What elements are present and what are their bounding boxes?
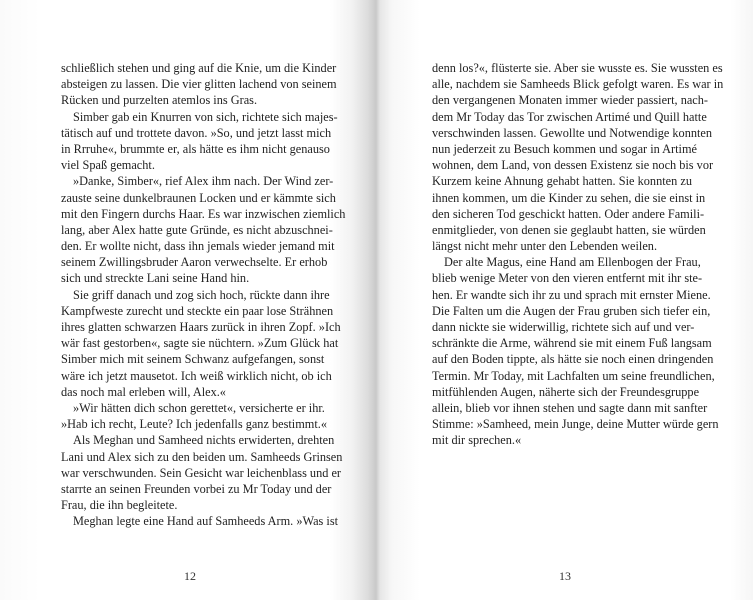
- text-line: denn los?«, flüsterte sie. Aber sie wusste es. Sie wussten es: [432, 61, 723, 75]
- text-line: absteigen zu lassen. Die vier glitten lachend von seinem: [61, 77, 337, 92]
- text-line: Stimme: »Samheed, mein Junge, deine Mutter würde gern: [432, 417, 719, 432]
- text-line: Frau, die ihn begleitete.: [61, 498, 178, 513]
- text-line: zauste seine dunkelbraunen Locken und er kämmte sich: [61, 190, 336, 205]
- text-line: das noch mal erleben will, Alex.«: [61, 384, 226, 399]
- text-line: viel Spaß gemacht.: [61, 158, 155, 173]
- text-line: verschwinden lassen. Gewollte und Notwendige konnten: [432, 125, 713, 140]
- text-line: seinem Zwillingsbruder Aaron verwechselte. Er erhob: [61, 255, 328, 270]
- text-line: sich und streckte Lani seine Hand hin.: [61, 271, 250, 286]
- left-page-text: [61, 60, 346, 529]
- text-line: Kurzem keine Ahnung gehabt hatten. Sie konnten zu: [432, 174, 692, 189]
- text-line: dem Mr Today das Tor zwischen Artimé und Quill hatte: [432, 109, 707, 124]
- text-line: mit dir sprechen.«: [432, 433, 522, 448]
- text-line: Die Falten um die Augen der Frau gruben sich tiefer ein,: [432, 303, 711, 318]
- text-line: wär fast gestorben«, sagte sie nüchtern. »Zum Glück hat: [61, 336, 339, 351]
- text-line: längst nicht mehr unter den Lebenden weilen.: [432, 239, 658, 254]
- text-line: in Rrruhe«, brummte er, als hätte es ihm nicht genauso: [61, 141, 330, 156]
- text-line: Lani und Alex sich zu den beiden um. Samheeds Grinsen: [61, 449, 343, 464]
- text-line: Der alte Magus, eine Hand am Ellenbogen der Frau,: [444, 255, 701, 270]
- right-page-number: 13: [559, 569, 571, 583]
- text-line: »Danke, Simber«, rief Alex ihm nach. Der Wind zer-: [73, 174, 334, 189]
- text-line: alle, nachdem sie Samheeds Blick gefolgt waren. Es war in: [432, 77, 724, 92]
- text-line: wohnen, dem Land, von dessen Existenz sie noch bis vor: [432, 158, 714, 173]
- text-line: starrte an seinen Freunden vorbei zu Mr Today und der: [61, 481, 332, 496]
- text-line: Termin. Mr Today, mit Lachfalten um seine freundlichen,: [432, 368, 715, 383]
- text-line: schließlich stehen und ging auf die Knie, um die Kinder: [61, 61, 337, 75]
- text-line: enmitglieder, von denen sie geglaubt hatten, sie würden: [432, 222, 706, 237]
- text-line: nun jederzeit zu Besuch kommen und sogar in Artimé: [432, 141, 698, 156]
- text-line: den sicheren Tod geschickt hatten. Oder andere Famili-: [432, 206, 705, 221]
- text-line: allein, blieb vor ihnen stehen und sagte dann mit sanfter: [432, 400, 708, 415]
- text-line: Als Meghan und Samheed nichts erwiderten, drehten: [73, 433, 335, 448]
- text-line: Rücken und purzelten atemlos ins Gras.: [61, 93, 258, 108]
- text-line: war verschwunden. Sein Gesicht war leichenblass und er: [61, 465, 342, 480]
- text-line: auf den Boden tippte, als hätte sie noch einen dringenden: [432, 352, 714, 367]
- text-line: Simber gab ein Knurren von sich, richtete sich majes-: [73, 109, 338, 124]
- text-line: Sie griff danach und zog sich hoch, rückte dann ihre: [73, 287, 330, 302]
- text-line: schränkte die Arme, während sie mit einem Fuß langsam: [432, 336, 712, 351]
- text-line: ihres glatten schwarzen Haars zurück in ihren Zopf. »Ich: [61, 320, 341, 334]
- text-line: den. Er wollte nicht, dass ihn jemals wieder jemand mit: [61, 239, 335, 254]
- text-line: hen. Er wandte sich ihr zu und sprach mit ernster Miene.: [432, 287, 711, 302]
- text-line: dann nickte sie widerwillig, richtete sich auf und ver-: [432, 320, 695, 334]
- left-page-number: 12: [184, 569, 196, 583]
- text-line: tätisch auf und trottete davon. »So, und jetzt lasst mich: [61, 125, 332, 140]
- text-line: lang, aber Alex hatte gute Gründe, es nicht abzuschnei-: [61, 222, 333, 237]
- text-line: ihnen kommen, um die Kinder zu sehen, die sie einst in: [432, 190, 706, 205]
- text-line: Meghan legte eine Hand auf Samheeds Arm. »Was ist: [73, 514, 339, 529]
- text-line: »Hab ich recht, Leute? Ich jedenfalls ganz bestimmt.«: [61, 417, 327, 432]
- text-line: blieb wenige Meter von den vieren entfernt mit ihr ste-: [432, 271, 703, 286]
- text-line: wäre ich jetzt mausetot. Ich weiß wirklich nicht, ob ich: [61, 368, 332, 383]
- text-line: Simber mich mit seinem Schwanz aufgefangen, sonst: [61, 352, 325, 367]
- text-line: »Wir hätten dich schon gerettet«, versicherte er ihr.: [73, 400, 325, 415]
- text-line: mit den Fingern durchs Haar. Es war inzwischen ziemlich: [61, 206, 346, 221]
- text-line: den vergangenen Monaten immer wieder passiert, nach-: [432, 93, 709, 108]
- text-line: mitfühlenden Augen, näherte sich der Freundesgruppe: [432, 384, 700, 399]
- text-line: Kampfweste zurecht und steckte ein paar lose Strähnen: [61, 303, 334, 318]
- right-page-text: [432, 60, 724, 449]
